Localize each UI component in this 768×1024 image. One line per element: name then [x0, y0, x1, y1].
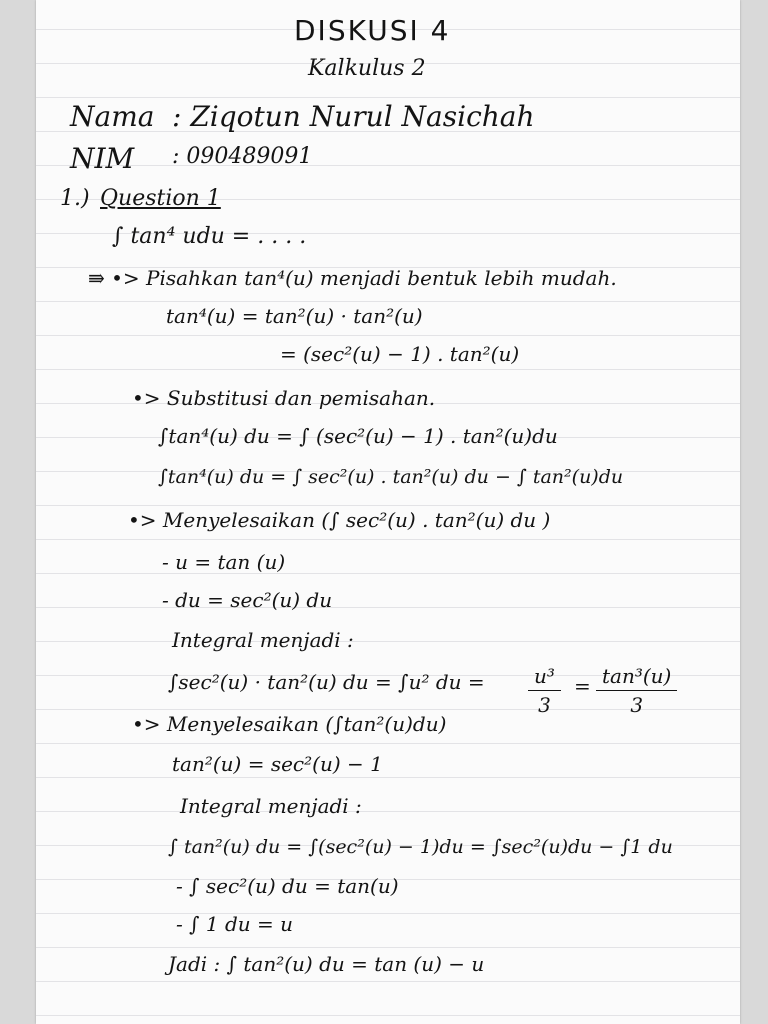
name-label: Nama — [70, 100, 155, 133]
fraction-u-cubed — [528, 664, 561, 717]
question-number: 1.) — [60, 186, 90, 211]
step-line: - du = sec²(u) du — [162, 588, 333, 612]
fraction-denominator: 3 — [538, 693, 551, 717]
page-subtitle: Kalkulus 2 — [308, 56, 426, 81]
step-line: tan⁴(u) = tan²(u) · tan²(u) — [166, 304, 423, 328]
fraction-numerator: tan³(u) — [596, 664, 677, 691]
equals-sign: = — [574, 674, 591, 698]
nim-label: NIM — [70, 142, 135, 175]
step-line: ∫sec²(u) · tan²(u) du = ∫u² du = — [168, 670, 485, 694]
step-line: Integral menjadi : — [180, 794, 362, 818]
step-line: ∫tan⁴(u) du = ∫ sec²(u) . tan²(u) du − ∫ tan²(u)du — [158, 466, 624, 488]
name-value: : Ziqotun Nurul Nasichah — [172, 100, 535, 133]
notebook-page — [36, 0, 740, 1024]
step-line: Integral menjadi : — [172, 628, 354, 652]
step-line: - ∫ 1 du = u — [176, 912, 294, 936]
problem-statement: ∫ tan⁴ udu = . . . . — [112, 224, 307, 249]
step-line: tan²(u) = sec²(u) − 1 — [172, 752, 383, 776]
step-line: •> Substitusi dan pemisahan. — [132, 386, 436, 410]
page-title: DISKUSI 4 — [294, 14, 451, 47]
step-line: •> Menyelesaikan (∫ sec²(u) . tan²(u) du ) — [128, 508, 551, 532]
step-line: - u = tan (u) — [162, 550, 286, 574]
step-line: Jadi : ∫ tan²(u) du = tan (u) − u — [168, 952, 485, 976]
step-line: ∫tan⁴(u) du = ∫ (sec²(u) − 1) . tan²(u)du — [158, 424, 558, 448]
step-line: ∫ tan²(u) du = ∫(sec²(u) − 1)du = ∫sec²(u)du − ∫1 du — [168, 836, 673, 858]
question-label: Question 1 — [100, 186, 221, 211]
fraction-numerator: u³ — [528, 664, 561, 691]
step-line: ⇛ •> Pisahkan tan⁴(u) menjadi bentuk lebih mudah. — [88, 266, 617, 290]
nim-value: : 090489091 — [172, 144, 313, 169]
step-line: •> Menyelesaikan (∫tan²(u)du) — [132, 712, 447, 736]
step-line: - ∫ sec²(u) du = tan(u) — [176, 874, 399, 898]
step-line: = (sec²(u) − 1) . tan²(u) — [280, 342, 520, 366]
fraction-denominator: 3 — [630, 693, 644, 717]
fraction-tan-cubed — [596, 664, 677, 717]
